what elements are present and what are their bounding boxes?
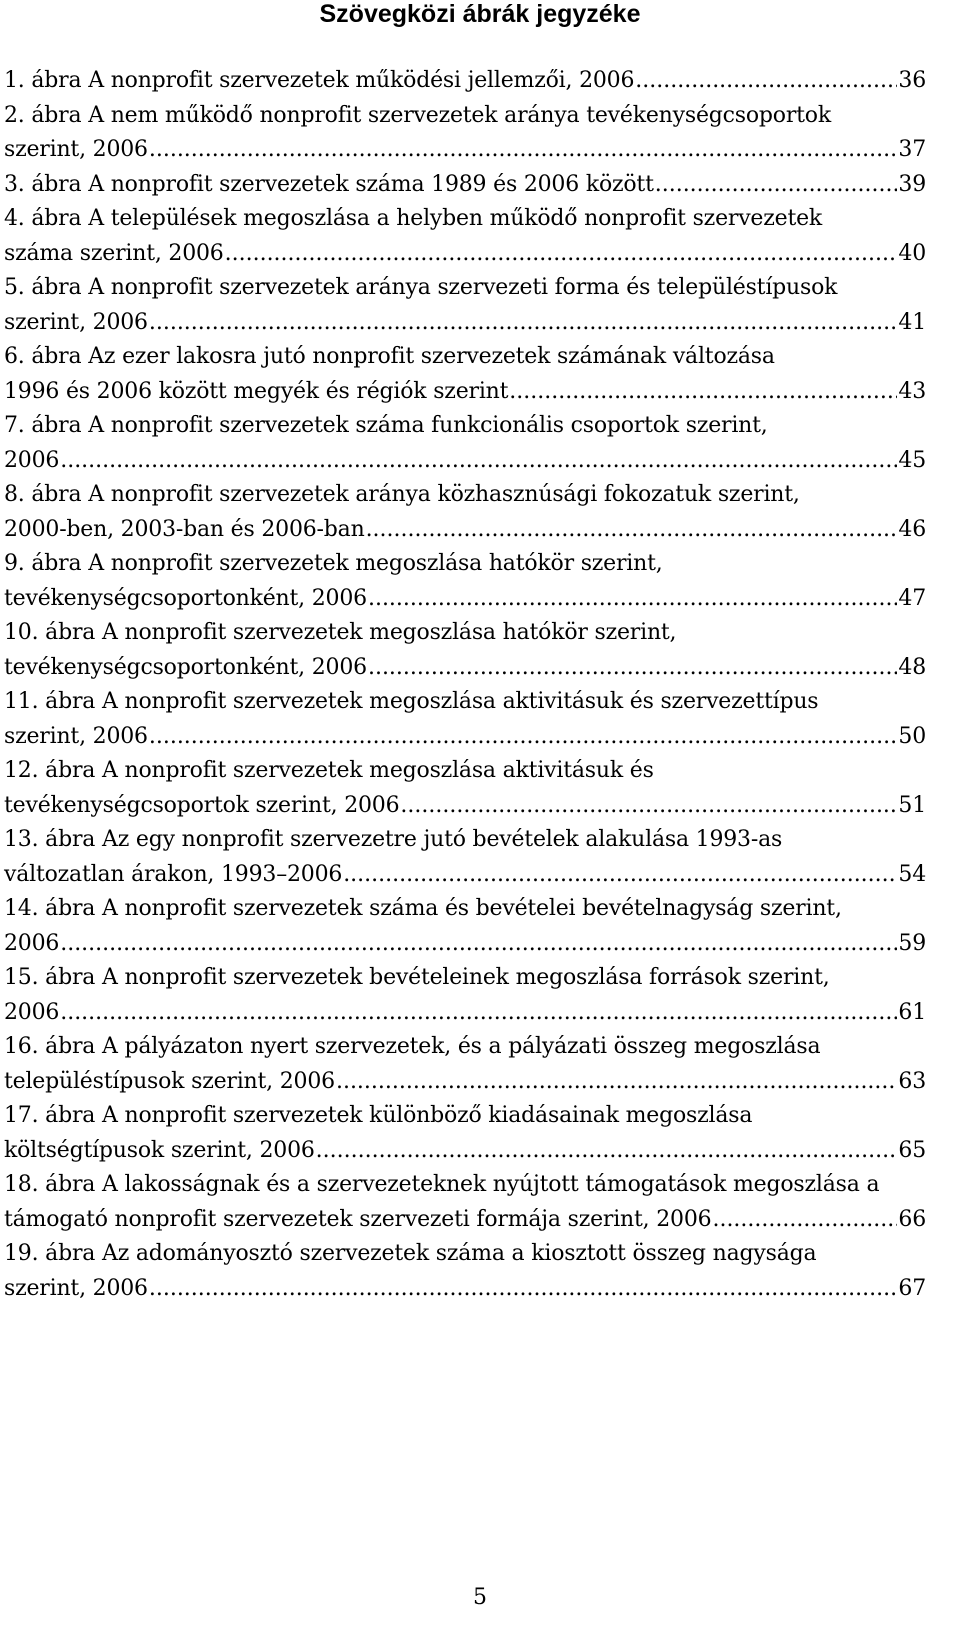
toc-entry-text: 18. ábra A lakosságnak és a szervezeteknek nyújtott támogatások megoszlása a <box>4 1172 880 1197</box>
dot-leader <box>655 168 898 203</box>
toc-entry-text: tevékenységcsoportok szerint, 2006 <box>4 792 400 818</box>
toc-entry[interactable] <box>4 1099 926 1168</box>
toc-entry-last-line <box>4 582 926 617</box>
toc-entry-text: 17. ábra A nonprofit szervezetek különböző kiadásainak megoszlása <box>4 1103 753 1128</box>
toc-entry-text: 13. ábra Az egy nonprofit szervezetre jutó bevételek alakulása 1993-as <box>4 827 783 852</box>
toc-page-number: 41 <box>898 309 926 335</box>
toc-entry-last-line <box>4 513 926 548</box>
toc-page-number: 63 <box>898 1068 926 1094</box>
toc-entry-last-line <box>4 306 926 341</box>
toc-entry[interactable] <box>4 64 926 99</box>
toc-entry-text: településtípusok szerint, 2006 <box>4 1068 335 1094</box>
dot-leader <box>368 582 897 617</box>
toc-entry-text: szerint, 2006 <box>4 309 148 335</box>
toc-page-number: 51 <box>898 792 926 818</box>
toc-page-number: 48 <box>898 654 926 680</box>
toc-entry-text: 12. ábra A nonprofit szervezetek megoszlása aktivitásuk és <box>4 758 654 783</box>
page-title: Szövegközi ábrák jegyzéke <box>319 0 641 28</box>
dot-leader <box>336 1065 897 1100</box>
toc-page-number: 40 <box>898 240 926 266</box>
toc-entry-text: 2006 <box>4 447 60 473</box>
toc-entry-last-line <box>4 1203 926 1238</box>
toc-entry-text: 9. ábra A nonprofit szervezetek megoszlása hatókör szerint, <box>4 551 663 576</box>
toc-entry[interactable] <box>4 99 926 168</box>
dot-leader <box>149 133 898 168</box>
toc-entry-text: 16. ábra A pályázaton nyert szervezetek, és a pályázati összeg megoszlása <box>4 1034 821 1059</box>
dot-leader <box>60 444 897 479</box>
dot-leader <box>225 237 898 272</box>
toc-entry[interactable] <box>4 168 926 203</box>
toc-entry-text: 1996 és 2006 között megyék és régiók szerint <box>4 378 509 404</box>
toc-entry-text: 5. ábra A nonprofit szervezetek aránya szervezeti forma és településtípusok <box>4 275 838 300</box>
toc-entry[interactable] <box>4 409 926 478</box>
toc-page-number: 39 <box>898 171 926 197</box>
toc-entry-last-line <box>4 237 926 272</box>
toc-page-number: 67 <box>898 1275 926 1301</box>
dot-leader <box>60 996 897 1031</box>
toc-entry-text: 14. ábra A nonprofit szervezetek száma és bevételei bevételnagyság szerint, <box>4 896 842 921</box>
toc-entry[interactable] <box>4 1168 926 1237</box>
toc-entry[interactable] <box>4 271 926 340</box>
toc-entry-last-line <box>4 1065 926 1100</box>
dot-leader <box>509 375 897 410</box>
toc-page-number: 43 <box>898 378 926 404</box>
toc-entry[interactable] <box>4 892 926 961</box>
dot-leader <box>712 1203 897 1238</box>
dot-leader <box>368 651 897 686</box>
toc-page-number: 65 <box>898 1137 926 1163</box>
toc-entry[interactable] <box>4 340 926 409</box>
toc-entry-last-line <box>4 64 926 99</box>
toc-entry-last-line <box>4 1272 926 1307</box>
toc-entry-last-line <box>4 651 926 686</box>
toc-entry-text: 8. ábra A nonprofit szervezetek aránya közhasznúsági fokozatuk szerint, <box>4 482 800 507</box>
toc-entry-text: támogató nonprofit szervezetek szervezeti formája szerint, 2006 <box>4 1206 712 1232</box>
toc-entry-last-line <box>4 996 926 1031</box>
toc-page-number: 61 <box>898 999 926 1025</box>
toc-entry-last-line <box>4 789 926 824</box>
page-number: 5 <box>473 1585 487 1610</box>
toc-entry-last-line <box>4 720 926 755</box>
toc-entry-text: tevékenységcsoportonként, 2006 <box>4 585 367 611</box>
toc-entry[interactable] <box>4 547 926 616</box>
toc-entry-text: 15. ábra A nonprofit szervezetek bevételeinek megoszlása források szerint, <box>4 965 830 990</box>
dot-leader <box>343 858 897 893</box>
toc-entry-last-line <box>4 168 926 203</box>
toc-entry-text: szerint, 2006 <box>4 723 148 749</box>
dot-leader <box>316 1134 898 1169</box>
toc-entry-text: szerint, 2006 <box>4 1275 148 1301</box>
toc-entry[interactable] <box>4 754 926 823</box>
toc-entry-last-line <box>4 375 926 410</box>
toc-page-number: 36 <box>898 68 926 93</box>
toc-entry-text: 4. ábra A települések megoszlása a helyben működő nonprofit szervezetek <box>4 206 823 231</box>
toc-entry-text: 11. ábra A nonprofit szervezetek megoszlása aktivitásuk és szervezettípus <box>4 689 819 714</box>
toc-page-number: 59 <box>898 930 926 956</box>
toc-entry-text: 2006 <box>4 930 60 956</box>
toc-entry-text: száma szerint, 2006 <box>4 240 224 266</box>
dot-leader <box>149 720 898 755</box>
toc-entry-text: 7. ábra A nonprofit szervezetek száma funkcionális csoportok szerint, <box>4 413 768 438</box>
dot-leader <box>60 927 897 962</box>
toc-entry-text: 19. ábra Az adományosztó szervezetek száma a kiosztott összeg nagysága <box>4 1241 817 1266</box>
toc-entry-text: 10. ábra A nonprofit szervezetek megoszlása hatókör szerint, <box>4 620 677 645</box>
toc-entry-last-line <box>4 927 926 962</box>
dot-leader <box>149 1272 898 1307</box>
toc-page-number: 54 <box>898 861 926 887</box>
toc-entry-text: 3. ábra A nonprofit szervezetek száma 1989 és 2006 között <box>4 171 654 197</box>
toc-entry[interactable] <box>4 478 926 547</box>
toc-page-number: 37 <box>898 137 926 162</box>
toc-entry-last-line <box>4 133 926 168</box>
toc-entry-last-line <box>4 444 926 479</box>
toc-entry[interactable] <box>4 823 926 892</box>
toc-page-number: 66 <box>898 1206 926 1232</box>
dot-leader <box>366 513 898 548</box>
toc-entry-text: 1. ábra A nonprofit szervezetek működési jellemzői, 2006 <box>4 68 635 93</box>
toc-entry[interactable] <box>4 1237 926 1306</box>
toc-entry-text: tevékenységcsoportonként, 2006 <box>4 654 367 680</box>
toc-entry-text: szerint, 2006 <box>4 137 148 162</box>
toc-entry[interactable] <box>4 616 926 685</box>
toc-entry-last-line <box>4 1134 926 1169</box>
dot-leader <box>400 789 897 824</box>
toc-entry[interactable] <box>4 961 926 1030</box>
toc-page-number: 47 <box>898 585 926 611</box>
dot-leader <box>635 64 897 99</box>
toc-entry[interactable] <box>4 1030 926 1099</box>
toc-entry[interactable] <box>4 202 926 271</box>
toc-page-number: 50 <box>898 723 926 749</box>
figure-list <box>4 64 926 1306</box>
toc-page-number: 45 <box>898 447 926 473</box>
toc-entry-text: 2000-ben, 2003-ban és 2006-ban <box>4 516 365 542</box>
toc-entry-text: 2006 <box>4 999 60 1025</box>
toc-entry-text: 2. ábra A nem működő nonprofit szervezetek aránya tevékenységcsoportok <box>4 102 831 128</box>
toc-entry-text: 6. ábra Az ezer lakosra jutó nonprofit szervezetek számának változása <box>4 344 775 369</box>
toc-page-number: 46 <box>898 516 926 542</box>
toc-entry-text: változatlan árakon, 1993–2006 <box>4 861 343 887</box>
toc-entry[interactable] <box>4 685 926 754</box>
toc-entry-last-line <box>4 858 926 893</box>
dot-leader <box>149 306 898 341</box>
toc-entry-text: költségtípusok szerint, 2006 <box>4 1137 315 1163</box>
